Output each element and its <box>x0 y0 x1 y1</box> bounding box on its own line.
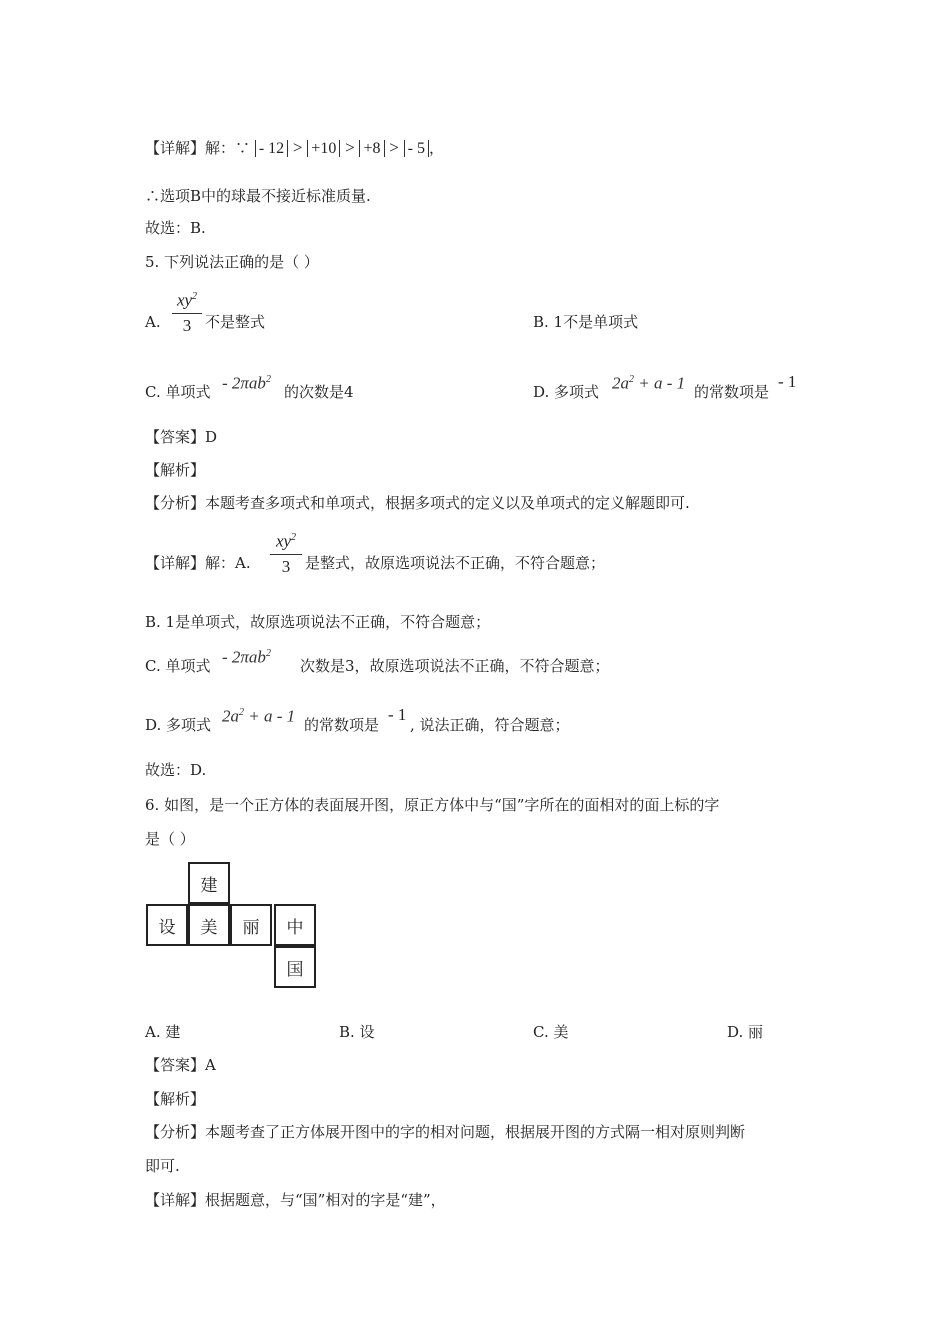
q5-choose: 故选：D. <box>145 761 207 779</box>
q5-opt-d-neg1: - 1 <box>778 372 797 391</box>
q5-opt-d-text: 的常数项是 <box>694 383 770 401</box>
q5-opt-a-text: 不是整式 <box>205 313 266 331</box>
expr-b: + a - 1 <box>244 706 296 726</box>
q4-choose: 故选：B. <box>145 219 206 237</box>
abs-value-2: +10 <box>307 140 340 157</box>
expr-a: 2a <box>222 706 239 726</box>
q4-detail-line <box>145 138 444 159</box>
q5-detail-d-neg1: - 1 <box>388 705 407 724</box>
q5-detail-d-label: D. 多项式 <box>145 716 212 734</box>
q6-fenxi-line1: 【分析】本题考查了正方体展开图中的字的相对问题，根据展开图的方式隔一相对原则判断 <box>145 1123 746 1141</box>
gt-sign-3: > <box>389 138 399 157</box>
net-cell-li: 丽 <box>230 904 272 946</box>
net-cell-mei: 美 <box>188 904 230 946</box>
q6-analysis: 【解析】 <box>145 1090 206 1108</box>
q6-detail: 【详解】根据题意，与“国”相对的字是“建”， <box>145 1191 446 1209</box>
expr-exp: 2 <box>265 648 271 659</box>
abs-value-4: - 5 <box>404 140 429 157</box>
q4-conclusion: ∴选项B中的球最不接近标准质量. <box>145 187 371 205</box>
q5-opt-b: B. 1不是单项式 <box>533 313 639 331</box>
q5-opt-c-text: 的次数是4 <box>284 383 354 401</box>
gt-sign-2: > <box>345 138 355 157</box>
expr-b: + a - 1 <box>634 373 686 393</box>
comma: ， <box>429 139 445 157</box>
gt-sign-1: > <box>292 138 303 157</box>
q5-opt-c-label: C. 单项式 <box>145 383 211 401</box>
q5-detail-d-expr <box>222 703 295 727</box>
q5-detail-d-text: , 说法正确，符合题意； <box>410 716 570 734</box>
q5-opt-a-label: A. <box>145 313 161 331</box>
q6-fenxi-line2: 即可. <box>145 1157 180 1175</box>
q6-answer: 【答案】A <box>145 1056 216 1074</box>
detail-tag: 【详解】 <box>145 139 206 157</box>
frac-exp: 2 <box>291 532 297 543</box>
q5-opt-d-label: D. 多项式 <box>533 383 600 401</box>
q6-opt-a: A. 建 <box>145 1023 181 1041</box>
q5-answer: 【答案】D <box>145 428 218 446</box>
q6-opt-c: C. 美 <box>533 1023 569 1041</box>
frac-exp: 2 <box>192 291 198 302</box>
q5-stem: 5. 下列说法正确的是（ ） <box>145 253 319 271</box>
q5-fenxi: 【分析】本题考查多项式和单项式，根据多项式的定义以及单项式的定义解题即可. <box>145 494 690 512</box>
q6-stem-line1: 6. 如图，是一个正方体的表面展开图，原正方体中与“国”字所在的面相对的面上标的字 <box>145 796 720 814</box>
q6-opt-b: B. 设 <box>339 1023 375 1041</box>
q5-detail-fraction <box>270 528 302 577</box>
expr-a: 2a <box>612 373 629 393</box>
expr-text: - 2πab <box>222 647 266 667</box>
q5-opt-d-expr <box>612 370 685 394</box>
detail-lead: 解：∵ <box>205 139 251 157</box>
q5-analysis: 【解析】 <box>145 461 206 479</box>
q5-detail-a-text: 是整式，故原选项说法不正确，不符合题意； <box>305 554 606 572</box>
expr-text: - 2πab <box>222 373 266 393</box>
q5-detail-b: B. 1是单项式，故原选项说法不正确，不符合题意； <box>145 613 491 631</box>
q5-detail-c-label: C. 单项式 <box>145 657 211 675</box>
net-cell-she: 设 <box>146 904 188 946</box>
q5-detail-c-expr <box>222 644 271 668</box>
q6-opt-d: D. 丽 <box>727 1023 764 1041</box>
frac-den: 3 <box>281 556 291 576</box>
net-cell-jian: 建 <box>188 862 230 904</box>
expr-exp: 2 <box>239 707 244 718</box>
abs-value-1: - 12 <box>255 140 288 157</box>
q5-opt-a-fraction <box>172 287 202 336</box>
net-cell-guo: 国 <box>274 946 316 988</box>
frac-den: 3 <box>182 315 192 335</box>
abs-value-3: +8 <box>359 140 384 157</box>
q6-stem-line2: 是（ ） <box>145 830 195 848</box>
frac-num: xy <box>176 290 193 310</box>
expr-exp: 2 <box>265 374 271 385</box>
q5-detail-d-mid: 的常数项是 <box>304 716 380 734</box>
q5-opt-c-expr <box>222 370 271 394</box>
q5-detail-c-text: 次数是3，故原选项说法不正确，不符合题意； <box>300 657 610 675</box>
q5-detail-lead: 【详解】解：A. <box>145 554 251 572</box>
frac-num: xy <box>275 531 292 551</box>
net-cell-zhong: 中 <box>274 904 316 946</box>
expr-exp: 2 <box>629 374 634 385</box>
